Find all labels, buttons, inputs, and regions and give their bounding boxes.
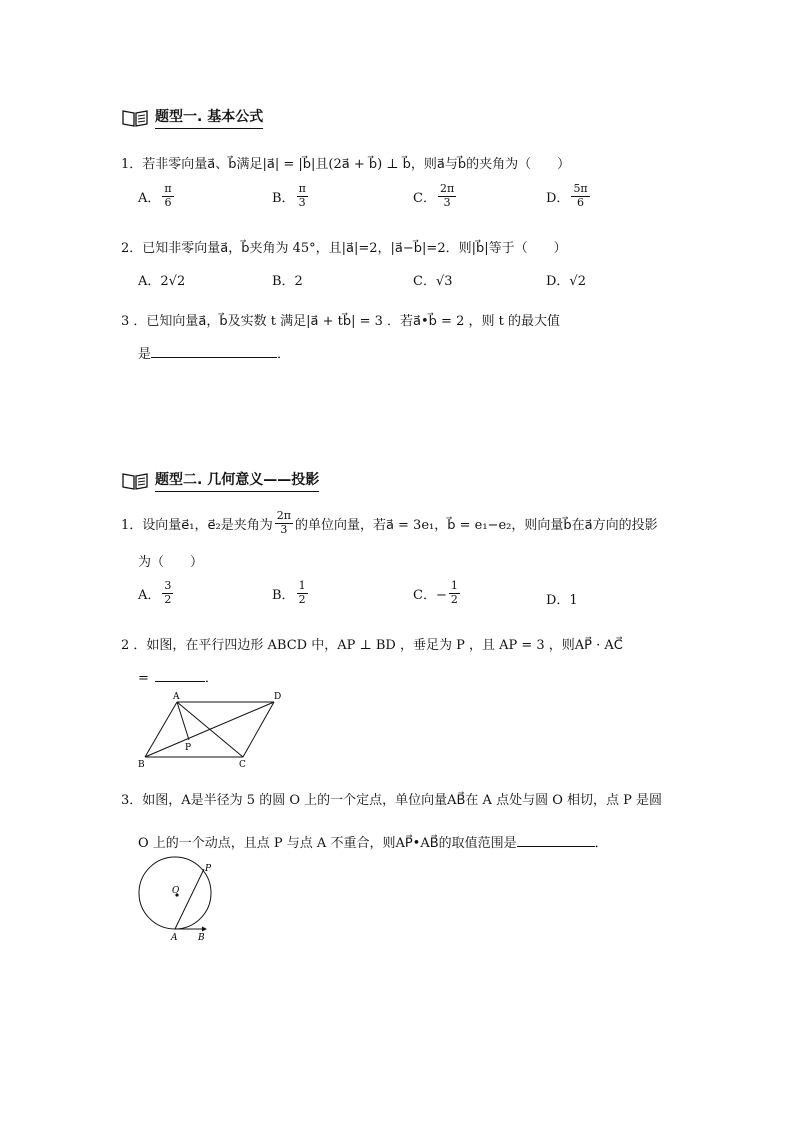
vector-ab-arrowhead [202,927,207,932]
option-b: B． $\frac{1}{2}$ [272,579,306,606]
option-d: D．1 [546,593,578,608]
section-header-2 [121,469,319,492]
point-label-p: P [205,864,212,874]
s2-question-1-line2: 为（ ） [138,555,204,570]
option-a: A． $\frac{3}{2}$ [138,579,172,606]
segment-ap [175,869,204,929]
parallelogram-figure [135,690,285,770]
option-a: A． $\frac{\pi}{6}$ [138,182,172,209]
s2-question-3-line2: O 上的一个动点，且点 P 与点 A 不重合，则AP⃗•AB⃗的取值范围是 ． [138,836,608,851]
question-1-text: 1．若非零向量a⃗、b⃗满足|a⃗| = |b⃗|且(2a⃗ + b⃗) ⊥ b⃗，则a⃗与b⃗的夹角为（ ） [121,157,571,172]
option-b: B．2 [272,274,303,289]
point-label-a: A [171,933,178,943]
option-c: C．− $\frac{1}{2}$ [413,579,458,606]
option-d: D．√2 [546,274,586,289]
side-ba [145,702,177,757]
option-b: B． $\frac{\pi}{3}$ [272,182,306,209]
question-2-text: 2．已知非零向量a⃗，b⃗夹角为 45°，且|a⃗|=2，|a⃗−b⃗|=2．则|b⃗|等于（ ） [121,241,567,256]
s2-question-2-text: 2 ．如图，在平行四边形 ABCD 中，AP ⊥ BD ，垂足为 P ，且 AP = 3 ，则AP⃗ · AC⃗ [121,638,623,653]
option-c: C． $\frac{2\pi}{3}$ [413,182,455,209]
answer-blank[interactable] [517,846,595,847]
s2-question-1-text: 1．设向量e⃗₁，e⃗₂是夹角为 $\frac{2\pi}{3}$ 的单位向量，若a⃗ = 3e₁，b⃗ = e₁−e₂，则向量b⃗在a⃗方向的投影 [121,509,658,536]
section-header-1 [121,106,263,129]
s2-question-3-text: 3．如图，A是半径为 5 的圆 O 上的一个定点，单位向量AB⃗在 A 点处与圆 O 相切，点 P 是圆 [121,793,663,808]
answer-blank[interactable] [151,357,277,358]
point-label-b: B [138,760,145,770]
option-c: C．√3 [413,274,453,289]
answer-blank[interactable] [155,681,205,682]
book-icon [121,108,149,128]
point-label-b: B [198,933,205,943]
book-icon [121,471,149,491]
point-label-c: C [239,760,246,770]
point-label-p: P [185,743,192,753]
section-title: 题型一. 基本公式 [155,106,263,129]
segment-ap [177,702,189,740]
point-label-o: O [172,886,180,896]
point-label-a: A [173,692,180,702]
point-label-d: D [274,692,282,702]
question-3-text: 3 ．已知向量a⃗，b⃗及实数 t 满足|a⃗ + tb⃗| = 3 ．若a⃗•b⃗ = 2 ，则 t 的最大值 [121,314,560,329]
section-title: 题型二. 几何意义——投影 [155,469,319,492]
circle-figure [130,855,230,945]
option-a: A．2√2 [138,274,186,289]
side-dc [243,702,274,757]
option-d: D． $\frac{5\pi}{6}$ [546,182,588,209]
s2-question-2-line2: = ． [138,671,218,686]
question-3-line2: 是 ． [138,347,291,362]
